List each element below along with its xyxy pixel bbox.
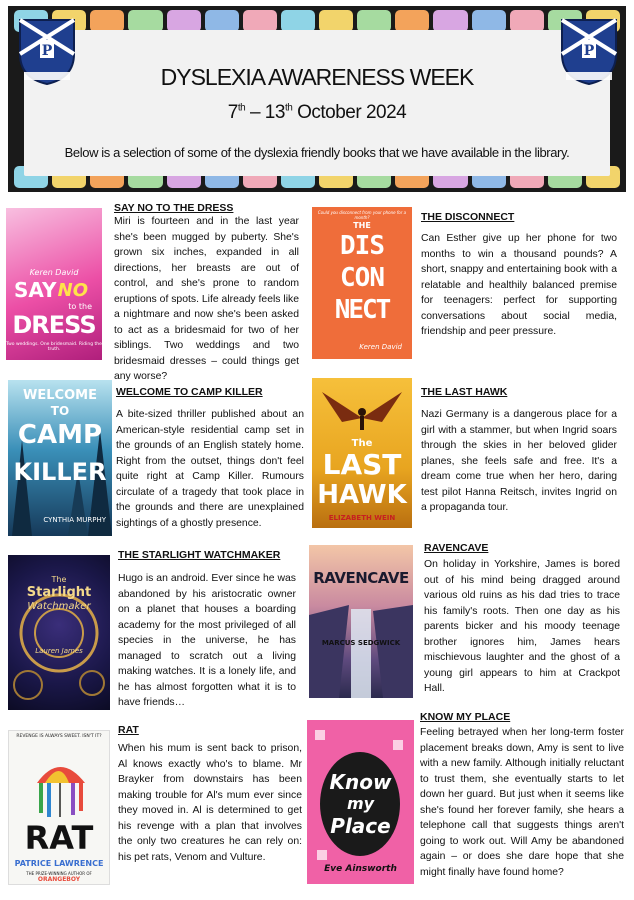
book-description: Can Esther give up her phone for two months to win a thousand pounds? A short, snappy and entertaining book with a relatable and healthily balanced premise for teenagers: perfect for supporting conversations about social media, friendship and peer pressure. (421, 233, 617, 337)
cover-subtitle: ORANGEBOY (37, 876, 81, 883)
cover-title-line: RAT (24, 819, 94, 857)
event-dates: 7th – 13th October 2024 (227, 102, 407, 123)
cover-title-line: The (351, 438, 373, 449)
book-title: WELCOME TO CAMP KILLER (116, 386, 263, 398)
cover-tagline: REVENGE IS ALWAYS SWEET. ISN'T IT? (16, 734, 102, 739)
crest-letter: P (583, 43, 595, 59)
cover-title-line: Starlight (26, 585, 92, 600)
book-description: A bite-sized thriller published about an American-style residential camp set in the grounds of an English stately home. Right from the outset, things don't feel quite right at Camp Killer. Rumours circulate of a tragedy that took place in the grounds and there are unexplained sightings of a ghostly presence. (116, 409, 304, 529)
cover-title-line: CAMP (17, 420, 103, 450)
cover-author: CYNTHIA MURPHY (43, 516, 106, 524)
cover-title-line: Watchmaker (27, 601, 91, 612)
decorative-tab (205, 10, 239, 32)
book-cover-the-last-hawk (312, 378, 412, 528)
book-title: THE LAST HAWK (421, 386, 508, 398)
decorative-tab (433, 10, 467, 32)
cover-title-line: NECT (334, 295, 390, 325)
cover-title-line: WELCOME (23, 388, 97, 403)
book-title: KNOW MY PLACE (420, 711, 511, 723)
book-cover-welcome-to-camp-killer (8, 380, 112, 536)
cover-title-line: NO (57, 280, 88, 301)
cover-title-line: my (346, 794, 375, 813)
cover-tagline: Two weddings. One bridesmaid. Riding the truth. (6, 342, 102, 352)
header-banner (8, 6, 626, 192)
cover-title-line: KILLER (13, 458, 107, 486)
cover-title-line: RAVENCAVE (313, 569, 409, 587)
cover-author: Eve Ainsworth (324, 864, 397, 874)
book-cover-ravencave (309, 545, 413, 698)
book-title: RAVENCAVE (424, 542, 489, 554)
cover-title-line: THE (353, 221, 371, 230)
decorative-tab (357, 10, 391, 32)
book-description: Nazi Germany is a dangerous place for a girl with a stammer, but when Ingrid soars through the skies in her beloved glider planes, she feels safe and free. It's a dream come true when her hero, daring test pilot Hanna Reitsch, invites Ingrid on a propaganda tour. (421, 409, 617, 513)
cover-title-line: TO (50, 404, 70, 418)
cover-title-line: The (51, 575, 67, 584)
cover-title-line: DRESS (12, 311, 96, 339)
cover-title-line: HAWK (317, 480, 407, 510)
cover-author: Keren David (29, 268, 79, 277)
decorative-tab (90, 10, 124, 32)
decorative-tab (128, 10, 162, 32)
book-description: When his mum is sent back to prison, Al knows exactly who's to blame. Mr Brayker from downstairs has been making trouble for Al's mum ever since they moved in. Al is determined to get his revenge with a plan that involves the only two creatures he can rely on: his pet rats, Venom and Vulture. (118, 743, 302, 863)
book-cover-the-starlight-watchmaker (8, 555, 110, 710)
decorative-tab (395, 10, 429, 32)
cover-title-line: SAY (14, 278, 57, 302)
cover-title-line: DIS (340, 231, 384, 261)
book-title: THE STARLIGHT WATCHMAKER (118, 549, 281, 561)
intro-text: Below is a selection of some of the dyslexia friendly books that we have available in the library. (64, 145, 570, 160)
cover-tagline: Could you disconnect from your phone for a month? (317, 210, 407, 220)
cover-title-line: Place (330, 814, 391, 838)
book-description: Feeling betrayed when her long-term foster placement breaks down, Amy is sent to live with a new family. Although initially reluctant to trust them, she eventually starts to let down her guard. But just when it seems like she's found her forever family, she hears a telephone call that suggests things aren't going to work out. Will Amy be abandoned again – or does she dare hope that she might finally have found home? (420, 727, 624, 878)
decorative-tab (281, 10, 315, 32)
book-description: Miri is fourteen and in the last year she's been mugged by puberty. She's grown six inches, expanded in all directions, her breasts are out of control, and she's prone to random eruptions of spots. Life already feels like a nightmare and now she's been asked to act as a bridesmaid for two of her siblings. Two weddings and two bridesmaid dresses – could things get any worse? (114, 216, 299, 382)
book-cover-the-disconnect (312, 207, 412, 359)
book-description: On holiday in Yorkshire, James is bored out of his mind being dragged around various old ruins as his dad tries to trace his family's roots. Then one day as his parents bicker and his moody teenage brother ignores him, James hears mischievous laughter and the ghost of a young girl appears to him at Crackpot Hall. (424, 559, 620, 694)
waterfall-illustration (309, 545, 413, 698)
cover-title-line: to the (68, 302, 92, 311)
book-cover-rat (8, 730, 110, 885)
decorative-tab (319, 10, 353, 32)
cover-title-line: LAST (322, 448, 402, 481)
page-title: DYSLEXIA AWARENESS WEEK (160, 64, 474, 90)
cover-author: Keren David (359, 343, 402, 351)
cover-title-line: CON (340, 263, 384, 293)
cover-author: Lauren James (35, 647, 83, 655)
decorative-tabs-top (8, 10, 626, 32)
cover-author: ELIZABETH WEIN (328, 514, 396, 522)
cover-author: PATRICE LAWRENCE (14, 859, 104, 868)
cover-author: MARCUS SEDGWICK (321, 639, 401, 647)
cover-subtitle: THE PRIZE-WINNING AUTHOR OF (26, 871, 92, 876)
decorative-tab (472, 10, 506, 32)
book-cover-say-no-to-the-dress (6, 208, 102, 360)
decorative-tab (167, 10, 201, 32)
book-description: Hugo is an android. Ever since he was abandoned by his aristocratic owner on a planet that houses a boarding academy for the most privileged of all species in the universe, he has managed to scratch out a living making watches. It is a lonely life, and he has almost forgotten what it is to have friends… (118, 573, 296, 708)
book-cover-know-my-place (307, 720, 414, 884)
book-title: SAY NO TO THE DRESS (114, 202, 234, 214)
decorative-tab (243, 10, 277, 32)
book-title: RAT (118, 724, 139, 736)
cover-title-line: Know (329, 770, 392, 794)
decorative-tab (510, 10, 544, 32)
book-title: THE DISCONNECT (421, 211, 515, 223)
crest-letter: P (41, 43, 53, 59)
